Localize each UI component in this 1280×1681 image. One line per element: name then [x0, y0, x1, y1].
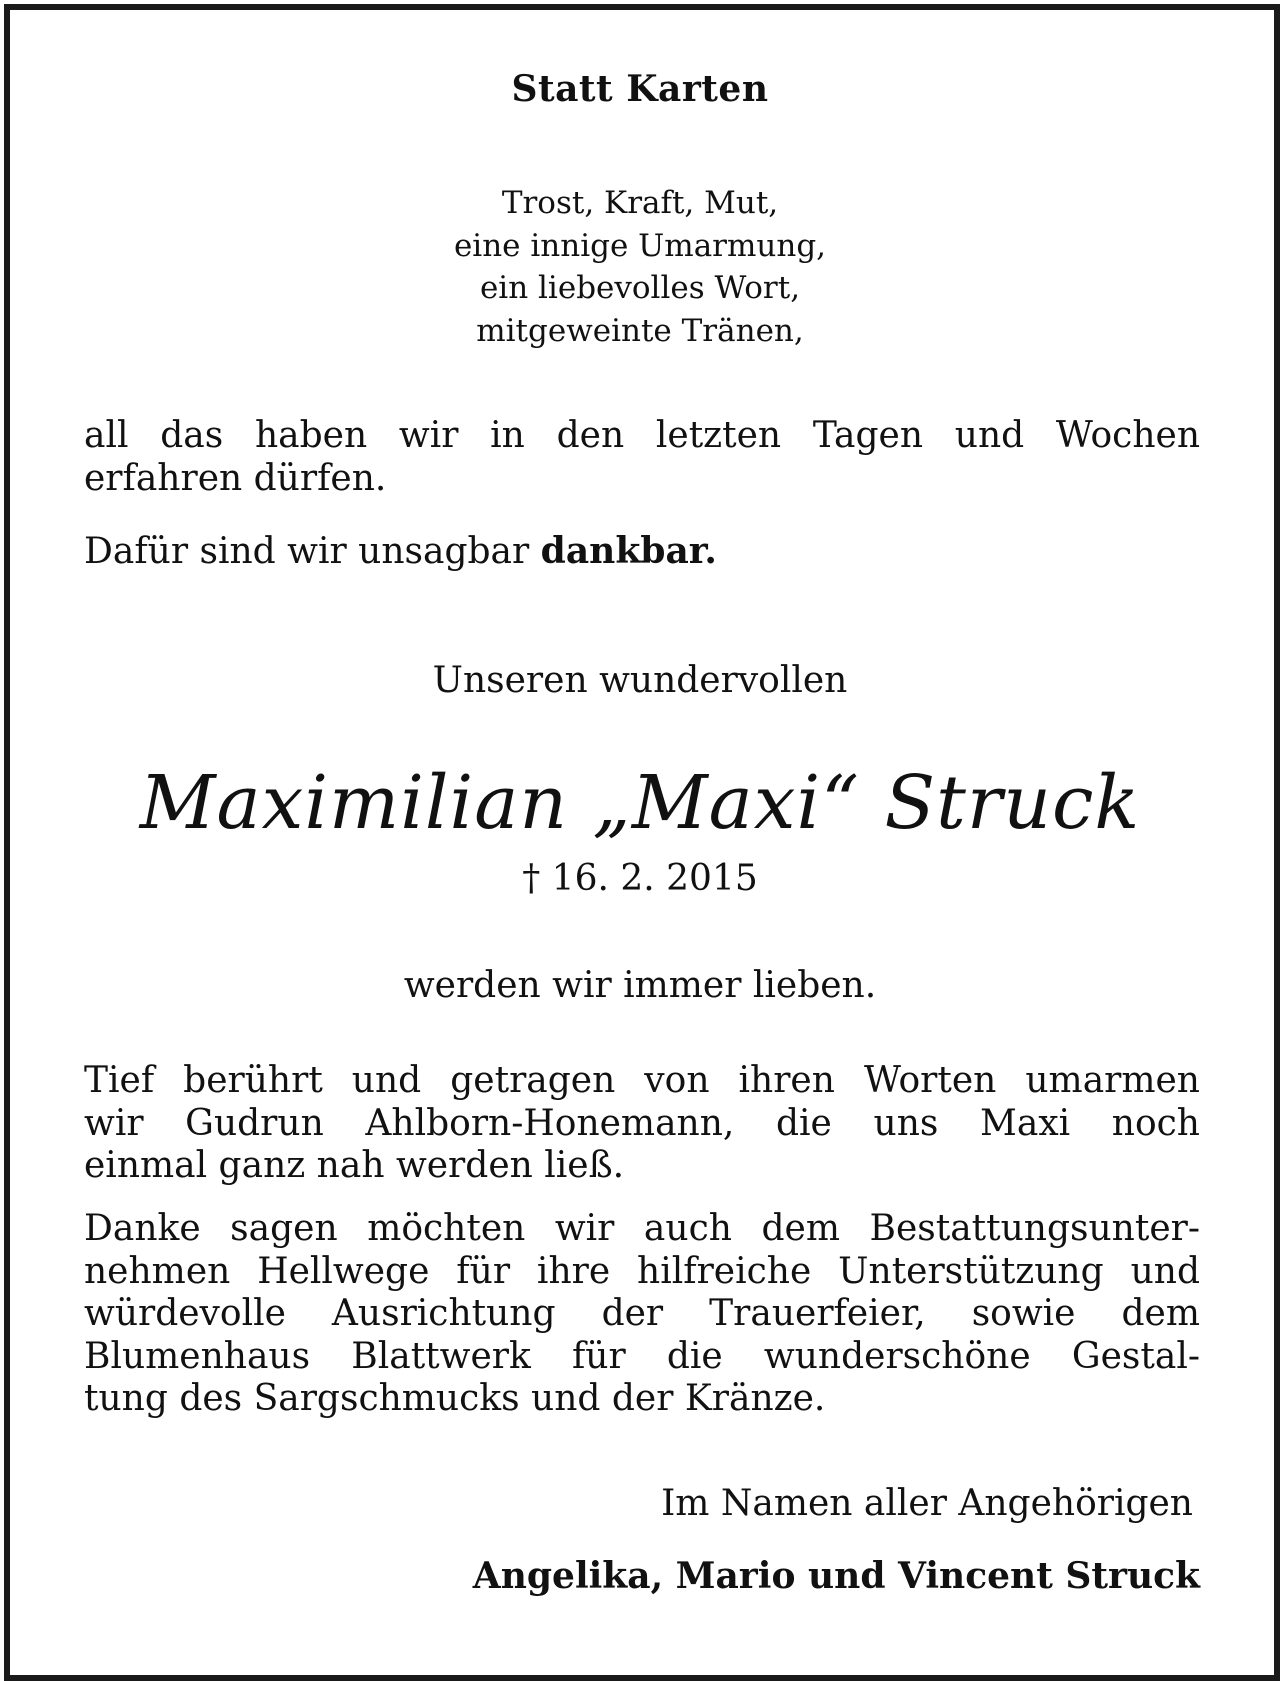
- poem-line: mitgeweinte Tränen,: [476, 312, 804, 349]
- love-line: werden wir immer lieben.: [403, 965, 877, 1006]
- signers: Angelika, Mario und Vincent Struck: [472, 1555, 1200, 1597]
- paragraph-line: [84, 530, 1200, 573]
- paragraph-line: tung des Sargschmucks und der Kränze.: [84, 1378, 826, 1419]
- paragraph-line: würdevolle Ausrichtung der Trauerfeier, sowie dem: [84, 1293, 1200, 1334]
- poem-line: eine innige Umarmung,: [453, 227, 827, 264]
- paragraph-line: wir Gudrun Ahlborn-Honemann, die uns Maxi noch: [84, 1102, 1200, 1144]
- deceased-name: Maximilian „Maxi“ Struck: [139, 760, 1141, 846]
- paragraph-line: Danke sagen möchten wir auch dem Bestattungsunter-: [84, 1208, 1200, 1249]
- death-date: † 16. 2. 2015: [522, 858, 758, 899]
- poem-block: [0, 182, 1280, 352]
- closing-line: Im Namen aller Angehörigen: [661, 1483, 1193, 1524]
- funeral-thanks-paragraph: [84, 1208, 1200, 1421]
- paragraph-line: nehmen Hellwege für ihre hilfreiche Unterstützung und: [84, 1250, 1200, 1292]
- notice-heading: Statt Karten: [511, 68, 769, 110]
- paragraph-line: erfahren dürfen.: [84, 457, 387, 499]
- paragraph-line: all das haben wir in den letzten Tagen und Wochen: [84, 415, 1200, 456]
- lead-in-text: Unseren wundervollen: [432, 660, 848, 701]
- thanks-paragraph: [84, 415, 1200, 500]
- paragraph-line: Blumenhaus Blattwerk für die wunderschöne Gestal-: [84, 1335, 1200, 1377]
- gratitude-emphasis: dankbar.: [540, 530, 717, 572]
- gratitude-text: Dafür sind wir unsagbar: [84, 531, 541, 572]
- paragraph-line: Tief berührt und getragen von ihren Worten umarmen: [84, 1060, 1200, 1101]
- poem-line: ein liebevolles Wort,: [479, 270, 801, 306]
- gratitude-paragraph: [84, 530, 1200, 573]
- poem-line: Trost, Kraft, Mut,: [501, 185, 779, 221]
- acknowledgement-paragraph: [84, 1060, 1200, 1188]
- paragraph-line: einmal ganz nah werden ließ.: [84, 1145, 625, 1186]
